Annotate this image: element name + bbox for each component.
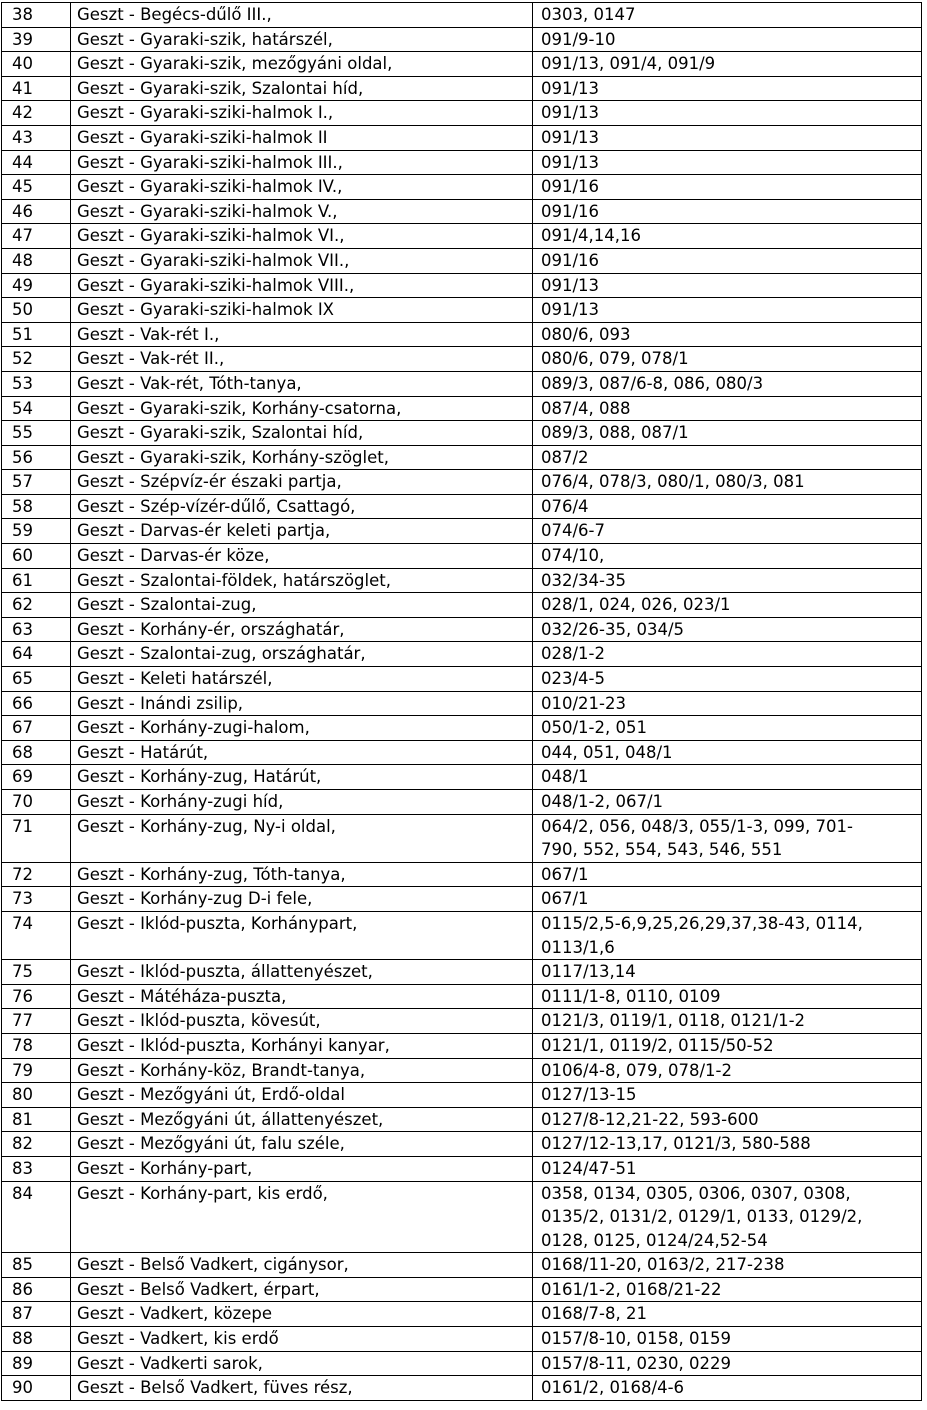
- table-row: [2, 593, 922, 618]
- row-number: 52: [2, 347, 71, 372]
- parcel-numbers: 0121/3, 0119/1, 0118, 0121/1-2: [533, 1009, 922, 1034]
- row-number: 80: [2, 1083, 71, 1108]
- parcel-numbers: 091/13: [533, 101, 922, 126]
- site-name: Geszt - Vak-rét II.,: [71, 347, 533, 372]
- site-name: Geszt - Korhány-zug, Határút,: [71, 765, 533, 790]
- site-name: Geszt - Gyaraki-sziki-halmok VI.,: [71, 224, 533, 249]
- site-name: Geszt - Gyaraki-sziki-halmok IX: [71, 298, 533, 323]
- parcel-numbers: 089/3, 088, 087/1: [533, 421, 922, 446]
- row-number: 81: [2, 1107, 71, 1132]
- row-number: 66: [2, 691, 71, 716]
- table-row: [2, 691, 922, 716]
- parcel-numbers: 067/1: [533, 887, 922, 912]
- table-row: [2, 1181, 922, 1253]
- row-number: 64: [2, 642, 71, 667]
- site-name: Geszt - Darvas-ér keleti partja,: [71, 519, 533, 544]
- table-row: [2, 1083, 922, 1108]
- table-row: [2, 740, 922, 765]
- table-row: [2, 248, 922, 273]
- site-name: Geszt - Gyaraki-szik, Szalontai híd,: [71, 76, 533, 101]
- table-row: [2, 125, 922, 150]
- table-row: [2, 911, 922, 959]
- table-row: [2, 150, 922, 175]
- table-row: [2, 494, 922, 519]
- table-row: [2, 862, 922, 887]
- site-name: Geszt - Mezőgyáni út, Erdő-oldal: [71, 1083, 533, 1108]
- site-name: Geszt - Begécs-dűlő III.,: [71, 3, 533, 28]
- parcel-numbers: 091/13: [533, 125, 922, 150]
- parcel-line: 0115/2,5-6,9,25,26,29,37,38-43, 0114,: [541, 913, 863, 933]
- parcel-numbers: 067/1: [533, 862, 922, 887]
- parcel-numbers: 050/1-2, 051: [533, 716, 922, 741]
- site-name: Geszt - Gyaraki-sziki-halmok III.,: [71, 150, 533, 175]
- row-number: 67: [2, 716, 71, 741]
- parcel-numbers: 091/9-10: [533, 27, 922, 52]
- site-name: Geszt - Gyaraki-szik, Korhány-csatorna,: [71, 396, 533, 421]
- row-number: 53: [2, 371, 71, 396]
- table-row: [2, 1302, 922, 1327]
- parcel-numbers: 080/6, 093: [533, 322, 922, 347]
- row-number: 44: [2, 150, 71, 175]
- row-number: 45: [2, 175, 71, 200]
- parcel-numbers: 0121/1, 0119/2, 0115/50-52: [533, 1033, 922, 1058]
- parcel-numbers: 0157/8-10, 0158, 0159: [533, 1327, 922, 1352]
- row-number: 48: [2, 248, 71, 273]
- table-row: [2, 887, 922, 912]
- site-name: Geszt - Iklód-puszta, kövesút,: [71, 1009, 533, 1034]
- table-row: [2, 519, 922, 544]
- row-number: 39: [2, 27, 71, 52]
- row-number: 56: [2, 445, 71, 470]
- table-row: [2, 199, 922, 224]
- row-number: 89: [2, 1351, 71, 1376]
- table-row: [2, 371, 922, 396]
- parcel-numbers: 048/1-2, 067/1: [533, 790, 922, 815]
- row-number: 84: [2, 1181, 71, 1253]
- site-name: Geszt - Gyaraki-sziki-halmok V.,: [71, 199, 533, 224]
- row-number: 62: [2, 593, 71, 618]
- table-row: [2, 790, 922, 815]
- parcel-numbers: 023/4-5: [533, 667, 922, 692]
- parcel-line: 0128, 0125, 0124/24,52-54: [541, 1230, 768, 1250]
- row-number: 54: [2, 396, 71, 421]
- table-row: [2, 27, 922, 52]
- row-number: 60: [2, 544, 71, 569]
- table-row: [2, 1277, 922, 1302]
- row-number: 70: [2, 790, 71, 815]
- site-name: Geszt - Vak-rét I.,: [71, 322, 533, 347]
- parcel-numbers: 0157/8-11, 0230, 0229: [533, 1351, 922, 1376]
- parcel-numbers: 091/13: [533, 150, 922, 175]
- table-row: [2, 1033, 922, 1058]
- site-name: Geszt - Korhány-zug, Tóth-tanya,: [71, 862, 533, 887]
- table-row: [2, 642, 922, 667]
- parcel-numbers: 048/1: [533, 765, 922, 790]
- table-row: [2, 617, 922, 642]
- table-row: [2, 347, 922, 372]
- site-name: Geszt - Korhány-ér, országhatár,: [71, 617, 533, 642]
- table-row: [2, 298, 922, 323]
- site-name: Geszt - Inándi zsilip,: [71, 691, 533, 716]
- table-row: [2, 76, 922, 101]
- site-name: Geszt - Szép-vízér-dűlő, Csattagó,: [71, 494, 533, 519]
- site-name: Geszt - Határút,: [71, 740, 533, 765]
- row-number: 49: [2, 273, 71, 298]
- parcel-numbers: 0117/13,14: [533, 960, 922, 985]
- parcel-numbers: 076/4: [533, 494, 922, 519]
- site-name: Geszt - Keleti határszél,: [71, 667, 533, 692]
- site-name: Geszt - Korhány-zug D-i fele,: [71, 887, 533, 912]
- table-row: [2, 421, 922, 446]
- site-name: Geszt - Szalontai-zug, országhatár,: [71, 642, 533, 667]
- parcel-numbers: 091/13: [533, 76, 922, 101]
- site-name: Geszt - Korhány-zug, Ny-i oldal,: [71, 814, 533, 862]
- table-row: [2, 445, 922, 470]
- parcel-numbers: 080/6, 079, 078/1: [533, 347, 922, 372]
- site-name: Geszt - Belső Vadkert, füves rész,: [71, 1376, 533, 1401]
- site-name: Geszt - Mezőgyáni út, állattenyészet,: [71, 1107, 533, 1132]
- site-name: Geszt - Vadkerti sarok,: [71, 1351, 533, 1376]
- parcel-numbers: 044, 051, 048/1: [533, 740, 922, 765]
- row-number: 46: [2, 199, 71, 224]
- site-name: Geszt - Vadkert, közepe: [71, 1302, 533, 1327]
- site-name: Geszt - Korhány-part,: [71, 1156, 533, 1181]
- row-number: 90: [2, 1376, 71, 1401]
- row-number: 85: [2, 1253, 71, 1278]
- site-name: Geszt - Gyaraki-szik, határszél,: [71, 27, 533, 52]
- row-number: 65: [2, 667, 71, 692]
- table-row: [2, 1156, 922, 1181]
- table-row: [2, 765, 922, 790]
- site-name: Geszt - Iklód-puszta, állattenyészet,: [71, 960, 533, 985]
- parcel-numbers: 087/2: [533, 445, 922, 470]
- row-number: 59: [2, 519, 71, 544]
- sites-table-body: [2, 3, 922, 1401]
- site-name: Geszt - Korhány-köz, Brandt-tanya,: [71, 1058, 533, 1083]
- site-name: Geszt - Belső Vadkert, cigánysor,: [71, 1253, 533, 1278]
- parcel-numbers: 0127/12-13,17, 0121/3, 580-588: [533, 1132, 922, 1157]
- parcel-numbers: 010/21-23: [533, 691, 922, 716]
- site-name: Geszt - Gyaraki-sziki-halmok VIII.,: [71, 273, 533, 298]
- site-name: Geszt - Mátéháza-puszta,: [71, 984, 533, 1009]
- parcel-numbers: 074/10,: [533, 544, 922, 569]
- parcel-numbers: 074/6-7: [533, 519, 922, 544]
- table-row: [2, 175, 922, 200]
- row-number: 63: [2, 617, 71, 642]
- row-number: 78: [2, 1033, 71, 1058]
- table-row: [2, 544, 922, 569]
- parcel-numbers: 0127/13-15: [533, 1083, 922, 1108]
- parcel-numbers: 087/4, 088: [533, 396, 922, 421]
- table-row: [2, 814, 922, 862]
- table-row: [2, 1327, 922, 1352]
- table-row: [2, 52, 922, 77]
- parcel-numbers: 0168/7-8, 21: [533, 1302, 922, 1327]
- site-name: Geszt - Vadkert, kis erdő: [71, 1327, 533, 1352]
- row-number: 47: [2, 224, 71, 249]
- parcel-numbers: 0111/1-8, 0110, 0109: [533, 984, 922, 1009]
- site-name: Geszt - Vak-rét, Tóth-tanya,: [71, 371, 533, 396]
- site-name: Geszt - Korhány-part, kis erdő,: [71, 1181, 533, 1253]
- parcel-numbers: [533, 1181, 922, 1253]
- row-number: 82: [2, 1132, 71, 1157]
- table-row: [2, 960, 922, 985]
- row-number: 69: [2, 765, 71, 790]
- row-number: 83: [2, 1156, 71, 1181]
- row-number: 75: [2, 960, 71, 985]
- site-name: Geszt - Mezőgyáni út, falu széle,: [71, 1132, 533, 1157]
- sites-table: [1, 2, 922, 1401]
- row-number: 72: [2, 862, 71, 887]
- parcel-line: 0135/2, 0131/2, 0129/1, 0133, 0129/2,: [541, 1207, 863, 1227]
- parcel-numbers: 028/1, 024, 026, 023/1: [533, 593, 922, 618]
- parcel-numbers: 0106/4-8, 079, 078/1-2: [533, 1058, 922, 1083]
- parcel-line: 064/2, 056, 048/3, 055/1-3, 099, 701-: [541, 816, 853, 836]
- row-number: 87: [2, 1302, 71, 1327]
- parcel-numbers: 032/26-35, 034/5: [533, 617, 922, 642]
- row-number: 50: [2, 298, 71, 323]
- parcel-numbers: 0168/11-20, 0163/2, 217-238: [533, 1253, 922, 1278]
- parcel-line: 0113/1,6: [541, 937, 615, 957]
- parcel-numbers: 0124/47-51: [533, 1156, 922, 1181]
- table-row: [2, 568, 922, 593]
- row-number: 71: [2, 814, 71, 862]
- row-number: 42: [2, 101, 71, 126]
- parcel-numbers: 091/16: [533, 248, 922, 273]
- table-row: [2, 470, 922, 495]
- parcel-numbers: 091/13, 091/4, 091/9: [533, 52, 922, 77]
- parcel-numbers: 028/1-2: [533, 642, 922, 667]
- table-row: [2, 1253, 922, 1278]
- site-name: Geszt - Szalontai-földek, határszöglet,: [71, 568, 533, 593]
- table-row: [2, 667, 922, 692]
- row-number: 40: [2, 52, 71, 77]
- row-number: 41: [2, 76, 71, 101]
- site-name: Geszt - Korhány-zugi híd,: [71, 790, 533, 815]
- parcel-numbers: [533, 911, 922, 959]
- parcel-numbers: 0127/8-12,21-22, 593-600: [533, 1107, 922, 1132]
- parcel-line: 0358, 0134, 0305, 0306, 0307, 0308,: [541, 1183, 851, 1203]
- row-number: 86: [2, 1277, 71, 1302]
- row-number: 57: [2, 470, 71, 495]
- row-number: 51: [2, 322, 71, 347]
- table-row: [2, 984, 922, 1009]
- row-number: 58: [2, 494, 71, 519]
- site-name: Geszt - Gyaraki-sziki-halmok IV.,: [71, 175, 533, 200]
- table-row: [2, 1107, 922, 1132]
- table-row: [2, 101, 922, 126]
- site-name: Geszt - Gyaraki-szik, Korhány-szöglet,: [71, 445, 533, 470]
- row-number: 79: [2, 1058, 71, 1083]
- table-row: [2, 396, 922, 421]
- row-number: 74: [2, 911, 71, 959]
- parcel-numbers: 091/13: [533, 273, 922, 298]
- site-name: Geszt - Belső Vadkert, érpart,: [71, 1277, 533, 1302]
- parcel-numbers: 032/34-35: [533, 568, 922, 593]
- row-number: 55: [2, 421, 71, 446]
- table-row: [2, 322, 922, 347]
- row-number: 43: [2, 125, 71, 150]
- table-row: [2, 716, 922, 741]
- site-name: Geszt - Iklód-puszta, Korhánypart,: [71, 911, 533, 959]
- table-row: [2, 1009, 922, 1034]
- table-row: [2, 3, 922, 28]
- parcel-numbers: 091/16: [533, 199, 922, 224]
- site-name: Geszt - Korhány-zugi-halom,: [71, 716, 533, 741]
- row-number: 77: [2, 1009, 71, 1034]
- parcel-numbers: 0161/1-2, 0168/21-22: [533, 1277, 922, 1302]
- table-row: [2, 1376, 922, 1401]
- row-number: 76: [2, 984, 71, 1009]
- row-number: 68: [2, 740, 71, 765]
- row-number: 88: [2, 1327, 71, 1352]
- site-name: Geszt - Szalontai-zug,: [71, 593, 533, 618]
- row-number: 38: [2, 3, 71, 28]
- table-row: [2, 1058, 922, 1083]
- site-name: Geszt - Darvas-ér köze,: [71, 544, 533, 569]
- parcel-numbers: 076/4, 078/3, 080/1, 080/3, 081: [533, 470, 922, 495]
- row-number: 61: [2, 568, 71, 593]
- parcel-numbers: 091/4,14,16: [533, 224, 922, 249]
- parcel-numbers: 091/16: [533, 175, 922, 200]
- parcel-numbers: 0303, 0147: [533, 3, 922, 28]
- table-row: [2, 1351, 922, 1376]
- site-name: Geszt - Szépvíz-ér északi partja,: [71, 470, 533, 495]
- table-row: [2, 224, 922, 249]
- parcel-numbers: [533, 814, 922, 862]
- parcel-numbers: 091/13: [533, 298, 922, 323]
- table-row: [2, 1132, 922, 1157]
- parcel-line: 790, 552, 554, 543, 546, 551: [541, 840, 783, 860]
- row-number: 73: [2, 887, 71, 912]
- site-name: Geszt - Gyaraki-szik, Szalontai híd,: [71, 421, 533, 446]
- parcel-numbers: 089/3, 087/6-8, 086, 080/3: [533, 371, 922, 396]
- site-name: Geszt - Gyaraki-szik, mezőgyáni oldal,: [71, 52, 533, 77]
- site-name: Geszt - Gyaraki-sziki-halmok VII.,: [71, 248, 533, 273]
- site-name: Geszt - Gyaraki-sziki-halmok I.,: [71, 101, 533, 126]
- parcel-numbers: 0161/2, 0168/4-6: [533, 1376, 922, 1401]
- site-name: Geszt - Iklód-puszta, Korhányi kanyar,: [71, 1033, 533, 1058]
- table-row: [2, 273, 922, 298]
- site-name: Geszt - Gyaraki-sziki-halmok II: [71, 125, 533, 150]
